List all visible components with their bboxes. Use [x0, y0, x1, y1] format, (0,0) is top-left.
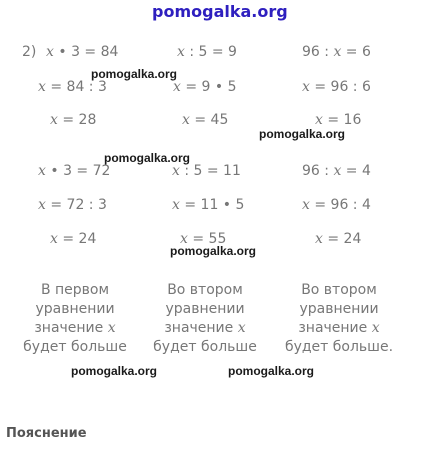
watermark-top: pomogalka.org	[152, 2, 288, 21]
equation: x = 72 : 3	[38, 197, 107, 213]
equation: x : 5 = 9	[177, 44, 237, 60]
equation: x = 24	[50, 231, 97, 247]
equation: x = 28	[50, 112, 97, 128]
equation: 96 : x = 6	[302, 44, 371, 60]
watermark: pomogalka.org	[228, 364, 315, 378]
equation: 96 : x = 4	[302, 163, 371, 179]
answer-text: Во втором уравнении значение x будет больше	[153, 282, 257, 355]
answer-text: Во втором уравнении значение x будет больше.	[284, 282, 394, 355]
equation: x • 3 = 84	[46, 44, 119, 60]
equation: x = 55	[180, 231, 227, 247]
task-number: 2)	[22, 44, 37, 60]
equation: x = 9 • 5	[173, 79, 237, 95]
equation: x : 5 = 11	[172, 163, 241, 179]
watermark: pomogalka.org	[104, 151, 191, 165]
watermark: pomogalka.org	[91, 67, 178, 81]
explanation-heading: Пояснение	[6, 426, 87, 441]
equation: x = 16	[315, 112, 362, 128]
watermark: pomogalka.org	[170, 244, 257, 258]
answer-text: В первом уравнении значение x будет больше	[23, 282, 127, 355]
watermark: pomogalka.org	[71, 364, 158, 378]
equation: x = 11 • 5	[172, 197, 245, 213]
equation: x = 96 : 6	[302, 79, 371, 95]
watermark: pomogalka.org	[259, 127, 346, 141]
equation: x • 3 = 72	[38, 163, 111, 179]
equation: x = 84 : 3	[38, 79, 107, 95]
equation: x = 45	[182, 112, 229, 128]
equation: x = 24	[315, 231, 362, 247]
equation: x = 96 : 4	[302, 197, 371, 213]
